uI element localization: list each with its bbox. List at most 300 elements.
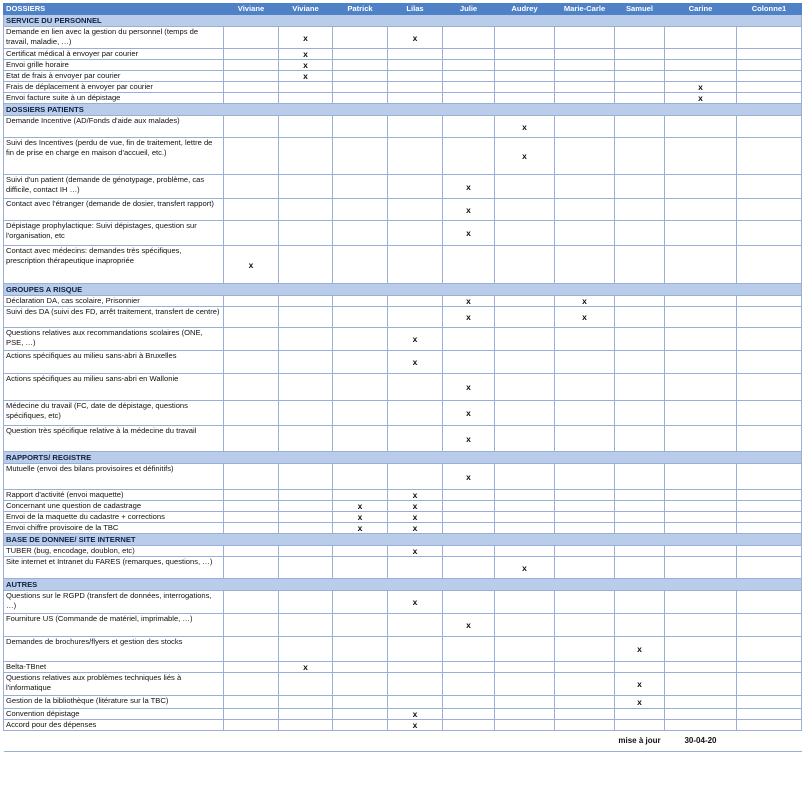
empty-cell[interactable] (224, 546, 279, 557)
empty-cell[interactable] (737, 523, 802, 534)
empty-cell[interactable] (333, 709, 388, 720)
empty-cell[interactable] (495, 27, 555, 49)
empty-cell[interactable] (333, 175, 388, 199)
empty-cell[interactable] (279, 523, 333, 534)
empty-cell[interactable] (555, 93, 615, 104)
mark-cell[interactable]: x (279, 27, 333, 49)
empty-cell[interactable] (737, 614, 802, 637)
dossier-cell[interactable]: Envoi chiffre provisoire de la TBC (4, 523, 224, 534)
dossier-cell[interactable]: Questions relatives aux recommandations scolaires (ONE, PSE, …) (4, 328, 224, 351)
empty-cell[interactable] (443, 546, 495, 557)
dossier-cell[interactable]: Actions spécifiques au milieu sans-abri à Bruxelles (4, 351, 224, 374)
empty-cell[interactable] (737, 557, 802, 579)
empty-cell[interactable] (495, 512, 555, 523)
mark-cell[interactable]: x (388, 512, 443, 523)
empty-cell[interactable] (333, 246, 388, 284)
empty-cell[interactable] (224, 709, 279, 720)
empty-cell[interactable] (279, 614, 333, 637)
empty-cell[interactable] (279, 512, 333, 523)
empty-cell[interactable] (443, 490, 495, 501)
empty-cell[interactable] (279, 374, 333, 401)
empty-cell[interactable] (388, 93, 443, 104)
empty-cell[interactable] (495, 490, 555, 501)
empty-cell[interactable] (555, 662, 615, 673)
empty-cell[interactable] (615, 82, 665, 93)
dossier-cell[interactable]: Frais de déplacement à envoyer par courier (4, 82, 224, 93)
empty-cell[interactable] (737, 673, 802, 696)
empty-cell[interactable] (737, 60, 802, 71)
empty-cell[interactable] (665, 374, 737, 401)
empty-cell[interactable] (333, 720, 388, 731)
mark-cell[interactable]: x (279, 71, 333, 82)
empty-cell[interactable] (615, 591, 665, 614)
empty-cell[interactable] (665, 60, 737, 71)
empty-cell[interactable] (224, 512, 279, 523)
empty-cell[interactable] (615, 490, 665, 501)
mark-cell[interactable]: x (388, 490, 443, 501)
empty-cell[interactable] (665, 591, 737, 614)
empty-cell[interactable] (279, 490, 333, 501)
empty-cell[interactable] (224, 426, 279, 452)
empty-cell[interactable] (555, 138, 615, 175)
empty-cell[interactable] (665, 662, 737, 673)
empty-cell[interactable] (443, 82, 495, 93)
empty-cell[interactable] (555, 614, 615, 637)
empty-cell[interactable] (279, 307, 333, 328)
empty-cell[interactable] (737, 512, 802, 523)
empty-cell[interactable] (224, 307, 279, 328)
empty-cell[interactable] (333, 591, 388, 614)
empty-cell[interactable] (443, 351, 495, 374)
empty-cell[interactable] (615, 71, 665, 82)
dossier-cell[interactable]: Envoi grille horaire (4, 60, 224, 71)
empty-cell[interactable] (737, 546, 802, 557)
empty-cell[interactable] (615, 93, 665, 104)
empty-cell[interactable] (495, 82, 555, 93)
mark-cell[interactable]: x (224, 246, 279, 284)
empty-cell[interactable] (665, 637, 737, 662)
empty-cell[interactable] (665, 709, 737, 720)
empty-cell[interactable] (279, 401, 333, 426)
empty-cell[interactable] (279, 546, 333, 557)
empty-cell[interactable] (224, 464, 279, 490)
empty-cell[interactable] (737, 501, 802, 512)
mark-cell[interactable]: x (388, 501, 443, 512)
empty-cell[interactable] (279, 93, 333, 104)
empty-cell[interactable] (388, 307, 443, 328)
empty-cell[interactable] (279, 246, 333, 284)
mark-cell[interactable]: x (495, 557, 555, 579)
empty-cell[interactable] (495, 351, 555, 374)
dossier-cell[interactable]: Questions relatives aux problèmes techniques liés à l'informatique (4, 673, 224, 696)
empty-cell[interactable] (279, 557, 333, 579)
empty-cell[interactable] (615, 374, 665, 401)
empty-cell[interactable] (665, 307, 737, 328)
empty-cell[interactable] (388, 71, 443, 82)
empty-cell[interactable] (615, 401, 665, 426)
header-cell[interactable]: Julie (443, 4, 495, 15)
dossier-cell[interactable]: Actions spécifiques au milieu sans-abri en Wallonie (4, 374, 224, 401)
empty-cell[interactable] (615, 296, 665, 307)
empty-cell[interactable] (615, 662, 665, 673)
empty-cell[interactable] (333, 138, 388, 175)
dossier-cell[interactable]: Contact avec l'étranger (demande de dosier, transfert rapport) (4, 199, 224, 221)
empty-cell[interactable] (555, 82, 615, 93)
empty-cell[interactable] (333, 221, 388, 246)
mark-cell[interactable]: x (443, 464, 495, 490)
empty-cell[interactable] (615, 221, 665, 246)
mark-cell[interactable]: x (443, 199, 495, 221)
empty-cell[interactable] (279, 696, 333, 709)
mark-cell[interactable]: x (443, 614, 495, 637)
empty-cell[interactable] (333, 60, 388, 71)
mark-cell[interactable]: x (333, 523, 388, 534)
mark-cell[interactable]: x (279, 49, 333, 60)
empty-cell[interactable] (737, 307, 802, 328)
empty-cell[interactable] (333, 614, 388, 637)
empty-cell[interactable] (737, 296, 802, 307)
dossier-cell[interactable]: Demandes de brochures/flyers et gestion des stocks (4, 637, 224, 662)
empty-cell[interactable] (443, 720, 495, 731)
empty-cell[interactable] (495, 374, 555, 401)
empty-cell[interactable] (224, 82, 279, 93)
empty-cell[interactable] (737, 426, 802, 452)
empty-cell[interactable] (333, 49, 388, 60)
section-title[interactable]: RAPPORTS/ REGISTRE (4, 452, 802, 464)
empty-cell[interactable] (224, 401, 279, 426)
mark-cell[interactable]: x (388, 720, 443, 731)
empty-cell[interactable] (495, 501, 555, 512)
empty-cell[interactable] (665, 546, 737, 557)
empty-cell[interactable] (555, 221, 615, 246)
empty-cell[interactable] (495, 523, 555, 534)
empty-cell[interactable] (665, 512, 737, 523)
empty-cell[interactable] (495, 199, 555, 221)
empty-cell[interactable] (615, 709, 665, 720)
empty-cell[interactable] (279, 116, 333, 138)
empty-cell[interactable] (495, 49, 555, 60)
empty-cell[interactable] (665, 401, 737, 426)
empty-cell[interactable] (224, 49, 279, 60)
empty-cell[interactable] (224, 591, 279, 614)
empty-cell[interactable] (279, 328, 333, 351)
dossier-cell[interactable]: Etat de frais à envoyer par courier (4, 71, 224, 82)
empty-cell[interactable] (388, 662, 443, 673)
empty-cell[interactable] (443, 696, 495, 709)
empty-cell[interactable] (279, 175, 333, 199)
mark-cell[interactable]: x (495, 138, 555, 175)
empty-cell[interactable] (333, 426, 388, 452)
empty-cell[interactable] (388, 374, 443, 401)
dossier-cell[interactable]: Mutuelle (envoi des bilans provisoires et définitifs) (4, 464, 224, 490)
update-label[interactable]: mise à jour (615, 731, 665, 752)
empty-cell[interactable] (388, 60, 443, 71)
empty-cell[interactable] (555, 49, 615, 60)
empty-cell[interactable] (443, 49, 495, 60)
empty-cell[interactable] (224, 662, 279, 673)
empty-cell[interactable] (737, 662, 802, 673)
empty-cell[interactable] (443, 709, 495, 720)
dossier-cell[interactable]: Médecine du travail (FC, date de dépistage, questions spécifiques, etc) (4, 401, 224, 426)
empty-cell[interactable] (333, 27, 388, 49)
empty-cell[interactable] (388, 464, 443, 490)
dossier-cell[interactable]: Certificat médical à envoyer par courier (4, 49, 224, 60)
mark-cell[interactable]: x (615, 696, 665, 709)
mark-cell[interactable]: x (333, 512, 388, 523)
empty-cell[interactable] (615, 49, 665, 60)
empty-cell[interactable] (555, 116, 615, 138)
empty-cell[interactable] (615, 501, 665, 512)
header-cell[interactable]: Audrey (495, 4, 555, 15)
empty-cell[interactable] (333, 557, 388, 579)
dossier-cell[interactable]: Demande Incentive (AD/Fonds d'aide aux malades) (4, 116, 224, 138)
empty-cell[interactable] (443, 328, 495, 351)
empty-cell[interactable] (495, 221, 555, 246)
mark-cell[interactable]: x (388, 27, 443, 49)
empty-cell[interactable] (443, 501, 495, 512)
dossier-cell[interactable]: Dépistage prophylactique: Suivi dépistages, question sur l'organisation, etc (4, 221, 224, 246)
empty-cell[interactable] (495, 662, 555, 673)
empty-cell[interactable] (333, 696, 388, 709)
empty-cell[interactable] (495, 720, 555, 731)
empty-cell[interactable] (737, 221, 802, 246)
empty-cell[interactable] (665, 199, 737, 221)
empty-cell[interactable] (333, 464, 388, 490)
empty-cell[interactable] (333, 637, 388, 662)
empty-cell[interactable] (665, 221, 737, 246)
empty-cell[interactable] (333, 71, 388, 82)
empty-cell[interactable] (333, 490, 388, 501)
empty-cell[interactable] (665, 557, 737, 579)
empty-cell[interactable] (388, 138, 443, 175)
empty-cell[interactable] (555, 557, 615, 579)
empty-cell[interactable] (555, 199, 615, 221)
empty-cell[interactable] (665, 351, 737, 374)
header-cell[interactable]: Viviane (279, 4, 333, 15)
empty-cell[interactable] (665, 501, 737, 512)
mark-cell[interactable]: x (443, 307, 495, 328)
empty-cell[interactable] (388, 426, 443, 452)
mark-cell[interactable]: x (388, 351, 443, 374)
dossier-cell[interactable]: Gestion de la bibliothèque (litérature sur la TBC) (4, 696, 224, 709)
dossier-cell[interactable]: Suivi des DA (suivi des FD, arrêt traitement, transfert de centre) (4, 307, 224, 328)
empty-cell[interactable] (555, 637, 615, 662)
section-title[interactable]: DOSSIERS PATIENTS (4, 104, 802, 116)
empty-cell[interactable] (737, 696, 802, 709)
empty-cell[interactable] (224, 374, 279, 401)
empty-cell[interactable] (665, 175, 737, 199)
empty-cell[interactable] (224, 637, 279, 662)
empty-cell[interactable] (279, 351, 333, 374)
empty-cell[interactable] (615, 557, 665, 579)
empty-cell[interactable] (665, 696, 737, 709)
empty-cell[interactable] (279, 221, 333, 246)
empty-cell[interactable] (737, 374, 802, 401)
empty-cell[interactable] (443, 523, 495, 534)
dossier-cell[interactable]: Questions sur le RGPD (transfert de données, interrogations, …) (4, 591, 224, 614)
empty-cell[interactable] (665, 490, 737, 501)
empty-cell[interactable] (333, 328, 388, 351)
empty-cell[interactable] (279, 138, 333, 175)
mark-cell[interactable]: x (443, 221, 495, 246)
empty-cell[interactable] (224, 673, 279, 696)
empty-cell[interactable] (615, 27, 665, 49)
empty-cell[interactable] (495, 328, 555, 351)
empty-cell[interactable] (443, 138, 495, 175)
empty-cell[interactable] (333, 116, 388, 138)
dossier-cell[interactable]: Déclaration DA, cas scolaire, Prisonnier (4, 296, 224, 307)
empty-cell[interactable] (615, 246, 665, 284)
empty-cell[interactable] (388, 637, 443, 662)
empty-cell[interactable] (495, 71, 555, 82)
empty-cell[interactable] (495, 709, 555, 720)
empty-cell[interactable] (224, 221, 279, 246)
empty-cell[interactable] (737, 71, 802, 82)
empty-cell[interactable] (443, 662, 495, 673)
empty-cell[interactable] (737, 709, 802, 720)
empty-cell[interactable] (615, 60, 665, 71)
empty-cell[interactable] (333, 662, 388, 673)
empty-cell[interactable] (333, 82, 388, 93)
empty-cell[interactable] (279, 296, 333, 307)
empty-cell[interactable] (388, 175, 443, 199)
empty-cell[interactable] (665, 49, 737, 60)
empty-cell[interactable] (737, 637, 802, 662)
dossier-cell[interactable]: Rapport d'activité (envoi maquette) (4, 490, 224, 501)
dossier-cell[interactable]: Site internet et Intranet du FARES (remarques, questions, …) (4, 557, 224, 579)
mark-cell[interactable]: x (555, 296, 615, 307)
mark-cell[interactable]: x (388, 546, 443, 557)
header-cell[interactable]: Colonne1 (737, 4, 802, 15)
section-title[interactable]: SERVICE DU PERSONNEL (4, 15, 802, 27)
empty-cell[interactable] (737, 93, 802, 104)
empty-cell[interactable] (555, 175, 615, 199)
empty-cell[interactable] (333, 93, 388, 104)
empty-cell[interactable] (224, 720, 279, 731)
empty-cell[interactable] (615, 307, 665, 328)
empty-cell[interactable] (224, 296, 279, 307)
dossier-cell[interactable]: Belta-TBnet (4, 662, 224, 673)
empty-cell[interactable] (279, 82, 333, 93)
empty-cell[interactable] (279, 673, 333, 696)
empty-cell[interactable] (737, 490, 802, 501)
empty-cell[interactable] (224, 501, 279, 512)
empty-cell[interactable] (555, 591, 615, 614)
empty-cell[interactable] (615, 614, 665, 637)
empty-cell[interactable] (333, 401, 388, 426)
empty-cell[interactable] (737, 720, 802, 731)
empty-cell[interactable] (388, 557, 443, 579)
mark-cell[interactable]: x (443, 175, 495, 199)
empty-cell[interactable] (388, 614, 443, 637)
section-title[interactable]: BASE DE DONNEE/ SITE INTERNET (4, 534, 802, 546)
empty-cell[interactable] (333, 673, 388, 696)
empty-cell[interactable] (555, 71, 615, 82)
dossier-cell[interactable]: TUBER (bug, encodage, doublon, etc) (4, 546, 224, 557)
empty-cell[interactable] (665, 614, 737, 637)
empty-cell[interactable] (224, 523, 279, 534)
empty-cell[interactable] (555, 60, 615, 71)
empty-cell[interactable] (737, 328, 802, 351)
empty-cell[interactable] (443, 246, 495, 284)
mark-cell[interactable]: x (443, 296, 495, 307)
empty-cell[interactable] (224, 328, 279, 351)
mark-cell[interactable]: x (388, 709, 443, 720)
empty-cell[interactable] (224, 199, 279, 221)
empty-cell[interactable] (224, 71, 279, 82)
empty-cell[interactable] (665, 523, 737, 534)
empty-cell[interactable] (615, 523, 665, 534)
header-cell[interactable]: Marie-Carle (555, 4, 615, 15)
empty-cell[interactable] (495, 614, 555, 637)
empty-cell[interactable] (495, 401, 555, 426)
empty-cell[interactable] (615, 512, 665, 523)
empty-cell[interactable] (443, 60, 495, 71)
mark-cell[interactable]: x (615, 673, 665, 696)
mark-cell[interactable]: x (495, 116, 555, 138)
empty-cell[interactable] (555, 401, 615, 426)
dossier-cell[interactable]: Accord pour des dépenses (4, 720, 224, 731)
empty-cell[interactable] (495, 591, 555, 614)
empty-cell[interactable] (443, 71, 495, 82)
mark-cell[interactable]: x (665, 82, 737, 93)
empty-cell[interactable] (224, 93, 279, 104)
header-cell[interactable]: Carine (665, 4, 737, 15)
empty-cell[interactable] (333, 351, 388, 374)
empty-cell[interactable] (665, 426, 737, 452)
empty-cell[interactable] (615, 116, 665, 138)
header-cell[interactable]: Samuel (615, 4, 665, 15)
dossier-cell[interactable]: Question très spécifique relative à la médecine du travail (4, 426, 224, 452)
mark-cell[interactable]: x (279, 60, 333, 71)
empty-cell[interactable] (737, 464, 802, 490)
header-cell[interactable]: Lilas (388, 4, 443, 15)
empty-cell[interactable] (443, 93, 495, 104)
empty-cell[interactable] (495, 246, 555, 284)
empty-cell[interactable] (615, 426, 665, 452)
empty-cell[interactable] (279, 720, 333, 731)
empty-cell[interactable] (495, 637, 555, 662)
empty-cell[interactable] (495, 464, 555, 490)
empty-cell[interactable] (555, 27, 615, 49)
empty-cell[interactable] (737, 401, 802, 426)
empty-cell[interactable] (224, 490, 279, 501)
empty-cell[interactable] (665, 138, 737, 175)
mark-cell[interactable]: x (388, 523, 443, 534)
dossier-cell[interactable]: Fourniture US (Commande de matériel, imprimable, …) (4, 614, 224, 637)
empty-cell[interactable] (615, 351, 665, 374)
empty-cell[interactable] (665, 71, 737, 82)
mark-cell[interactable]: x (443, 401, 495, 426)
empty-cell[interactable] (333, 199, 388, 221)
empty-cell[interactable] (443, 116, 495, 138)
empty-cell[interactable] (737, 138, 802, 175)
update-date[interactable]: 30-04-20 (665, 731, 737, 752)
empty-cell[interactable] (279, 464, 333, 490)
empty-cell[interactable] (737, 199, 802, 221)
mark-cell[interactable]: x (615, 637, 665, 662)
empty-cell[interactable] (555, 512, 615, 523)
empty-cell[interactable] (495, 426, 555, 452)
empty-cell[interactable] (224, 138, 279, 175)
mark-cell[interactable]: x (665, 93, 737, 104)
empty-cell[interactable] (555, 501, 615, 512)
empty-cell[interactable] (615, 546, 665, 557)
empty-cell[interactable] (737, 82, 802, 93)
empty-cell[interactable] (495, 175, 555, 199)
empty-cell[interactable] (665, 328, 737, 351)
empty-cell[interactable] (555, 246, 615, 284)
